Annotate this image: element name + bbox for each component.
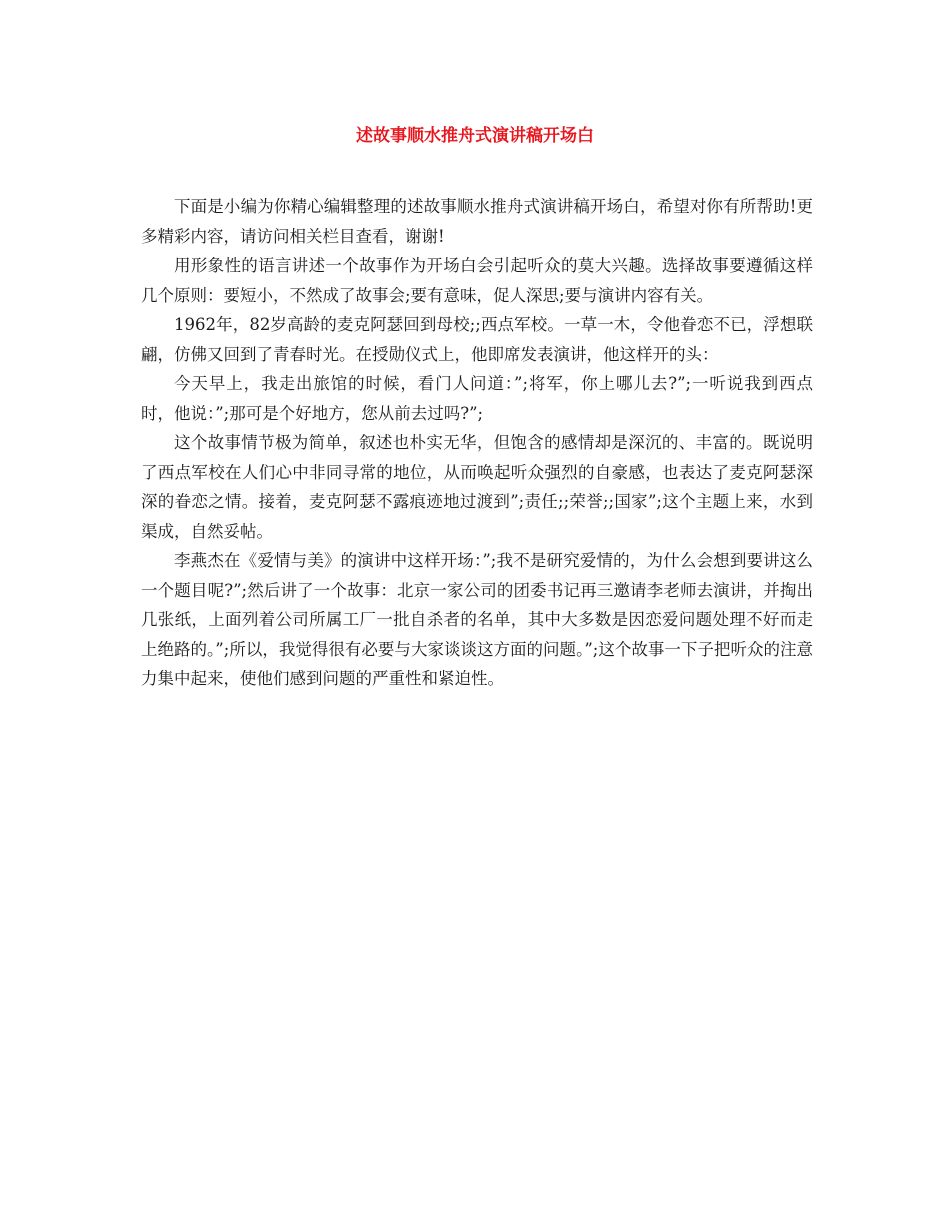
paragraph-macarthur-speech: 今天早上，我走出旅馆的时候，看门人问道：”;将军，你上哪儿去?”;一听说我到西点时，他说：”;那可是个好地方，您从前去过吗?”; [141,374,813,423]
paragraph-macarthur-return: 1962年，82岁高龄的麦克阿瑟回到母校;;西点军校。一草一木，令他眷恋不已，浮想联翩，仿佛又回到了青春时光。在授勋仪式上，他即席发表演讲，他这样开的头： [141,315,813,364]
paragraph-analysis: 这个故事情节极为简单，叙述也朴实无华，但饱含的感情却是深沉的、丰富的。既说明了西点军校在人们心中非同寻常的地位，从而唤起听众强烈的自豪感，也表达了麦克阿瑟深深的眷恋之情。接着，麦克阿瑟不露痕迹地过渡到”;责任;;荣誉;;国家”;这个主题上来，水到渠成，自然妥帖。 [141,433,813,541]
paragraph-principles: 用形象性的语言讲述一个故事作为开场白会引起听众的莫大兴趣。选择故事要遵循这样几个原则：要短小，不然成了故事会;要有意味，促人深思;要与演讲内容有关。 [141,256,813,305]
document-body [141,192,813,694]
paragraph-intro: 下面是小编为你精心编辑整理的述故事顺水推舟式演讲稿开场白，希望对你有所帮助!更多精彩内容，请访问相关栏目查看，谢谢! [141,197,813,246]
document-title: 述故事顺水推舟式演讲稿开场白 [356,126,594,146]
paragraph-li-yanjie: 李燕杰在《爱情与美》的演讲中这样开场：”;我不是研究爱情的，为什么会想到要讲这么一个题目呢?”;然后讲了一个故事：北京一家公司的团委书记再三邀请李老师去演讲，并掏出几张纸，上面列着公司所属工厂一批自杀者的名单，其中大多数是因恋爱问题处理不好而走上绝路的。”;所以，我觉得很有必要与大家谈谈这方面的问题。”;这个故事一下子把听众的注意力集中起来，使他们感到问题的严重性和紧迫性。 [141,551,813,688]
